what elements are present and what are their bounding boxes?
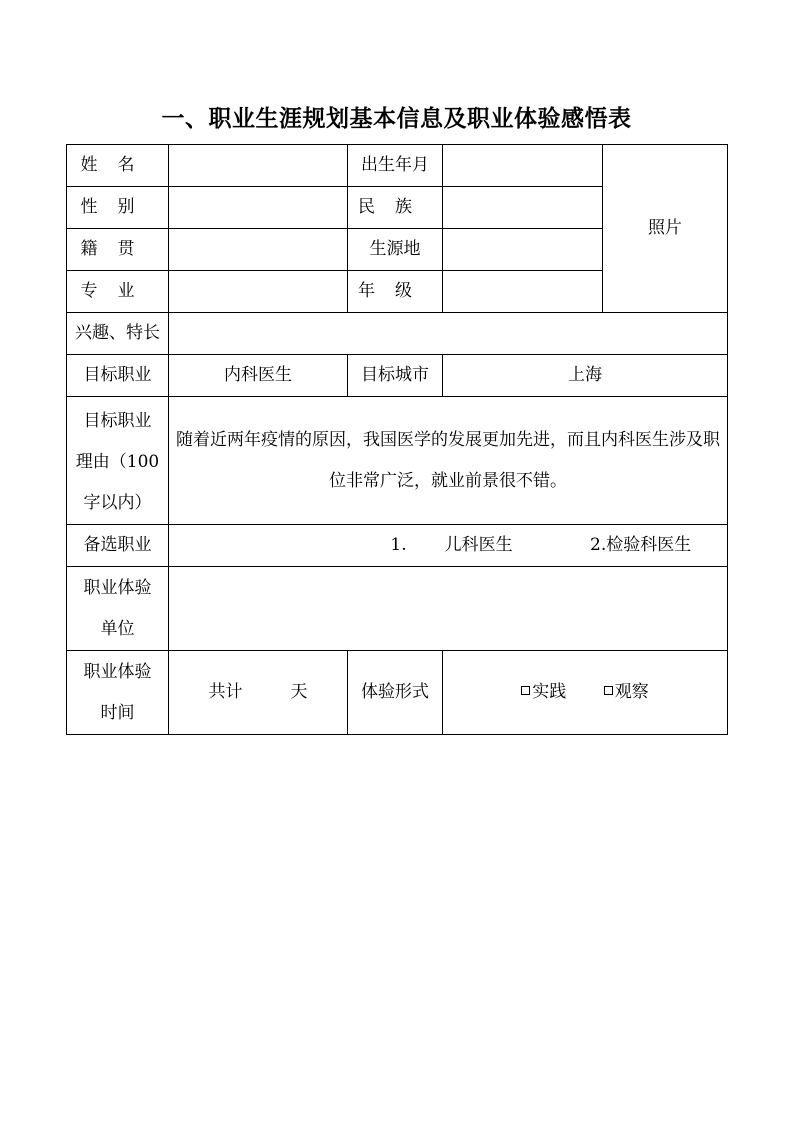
gender-field[interactable] <box>169 187 348 229</box>
major-field[interactable] <box>169 271 348 313</box>
label-grade: 年级 <box>348 271 443 313</box>
label-native-place: 籍贯 <box>67 229 169 271</box>
label-exp-unit-line1: 职业体验 <box>83 577 152 598</box>
label-reason <box>67 397 169 525</box>
label-alternative: 备选职业 <box>67 525 169 567</box>
label-major: 专业 <box>67 271 169 313</box>
label-exp-time <box>67 651 169 735</box>
label-reason-line3: 字以内） <box>83 493 152 513</box>
target-job-value[interactable]: 内科医生 <box>169 355 348 397</box>
reason-text[interactable]: 随着近两年疫情的原因，我国医学的发展更加先进，而且内科医生涉及职位非常广泛，就业前景很不错。 <box>169 397 728 525</box>
label-name: 姓名 <box>67 145 169 187</box>
label-target-job: 目标职业 <box>67 355 169 397</box>
alt2-value: 2.检验科医生 <box>590 535 692 555</box>
alternative-jobs[interactable] <box>169 525 728 567</box>
exp-form-options <box>443 651 728 735</box>
exp-days-field[interactable] <box>169 651 348 735</box>
checkbox-icon[interactable] <box>604 686 613 695</box>
label-exp-time-line2: 时间 <box>100 702 135 723</box>
exp-unit-field[interactable] <box>169 567 728 651</box>
label-exp-unit-line2: 单位 <box>100 618 135 639</box>
label-photo: 照片 <box>648 218 682 238</box>
option-practice[interactable] <box>521 682 566 702</box>
option-practice-label: 实践 <box>532 682 567 702</box>
label-target-city: 目标城市 <box>348 355 443 397</box>
checkbox-icon[interactable] <box>521 686 530 695</box>
ethnicity-field[interactable] <box>443 187 603 229</box>
origin-field[interactable] <box>443 229 603 271</box>
label-reason-line1: 目标职业 <box>83 411 152 431</box>
label-reason-line2: 理由（100 <box>75 452 160 472</box>
days-suffix: 天 <box>290 682 308 702</box>
page-title: 一、职业生涯规划基本信息及职业体验感悟表 <box>161 106 632 132</box>
label-birth: 出生年月 <box>348 145 443 187</box>
grade-field[interactable] <box>443 271 603 313</box>
label-ethnicity: 民族 <box>348 187 443 229</box>
option-observe[interactable] <box>604 682 649 702</box>
alt1-value: 儿科医生 <box>444 535 513 555</box>
birth-field[interactable] <box>443 145 603 187</box>
native-place-field[interactable] <box>169 229 348 271</box>
label-hobbies: 兴趣、特长 <box>67 313 169 355</box>
label-exp-form: 体验形式 <box>348 651 443 735</box>
label-gender: 性别 <box>67 187 169 229</box>
days-prefix: 共计 <box>208 682 243 702</box>
label-exp-unit <box>67 567 169 651</box>
name-field[interactable] <box>169 145 348 187</box>
profile-form-table <box>66 144 728 735</box>
alt1-number: 1. <box>390 535 407 555</box>
label-origin: 生源地 <box>348 229 443 271</box>
option-observe-label: 观察 <box>614 682 649 702</box>
target-city-value[interactable]: 上海 <box>443 355 728 397</box>
hobbies-field[interactable] <box>169 313 728 355</box>
photo-box[interactable] <box>603 145 728 313</box>
label-exp-time-line1: 职业体验 <box>83 661 152 682</box>
